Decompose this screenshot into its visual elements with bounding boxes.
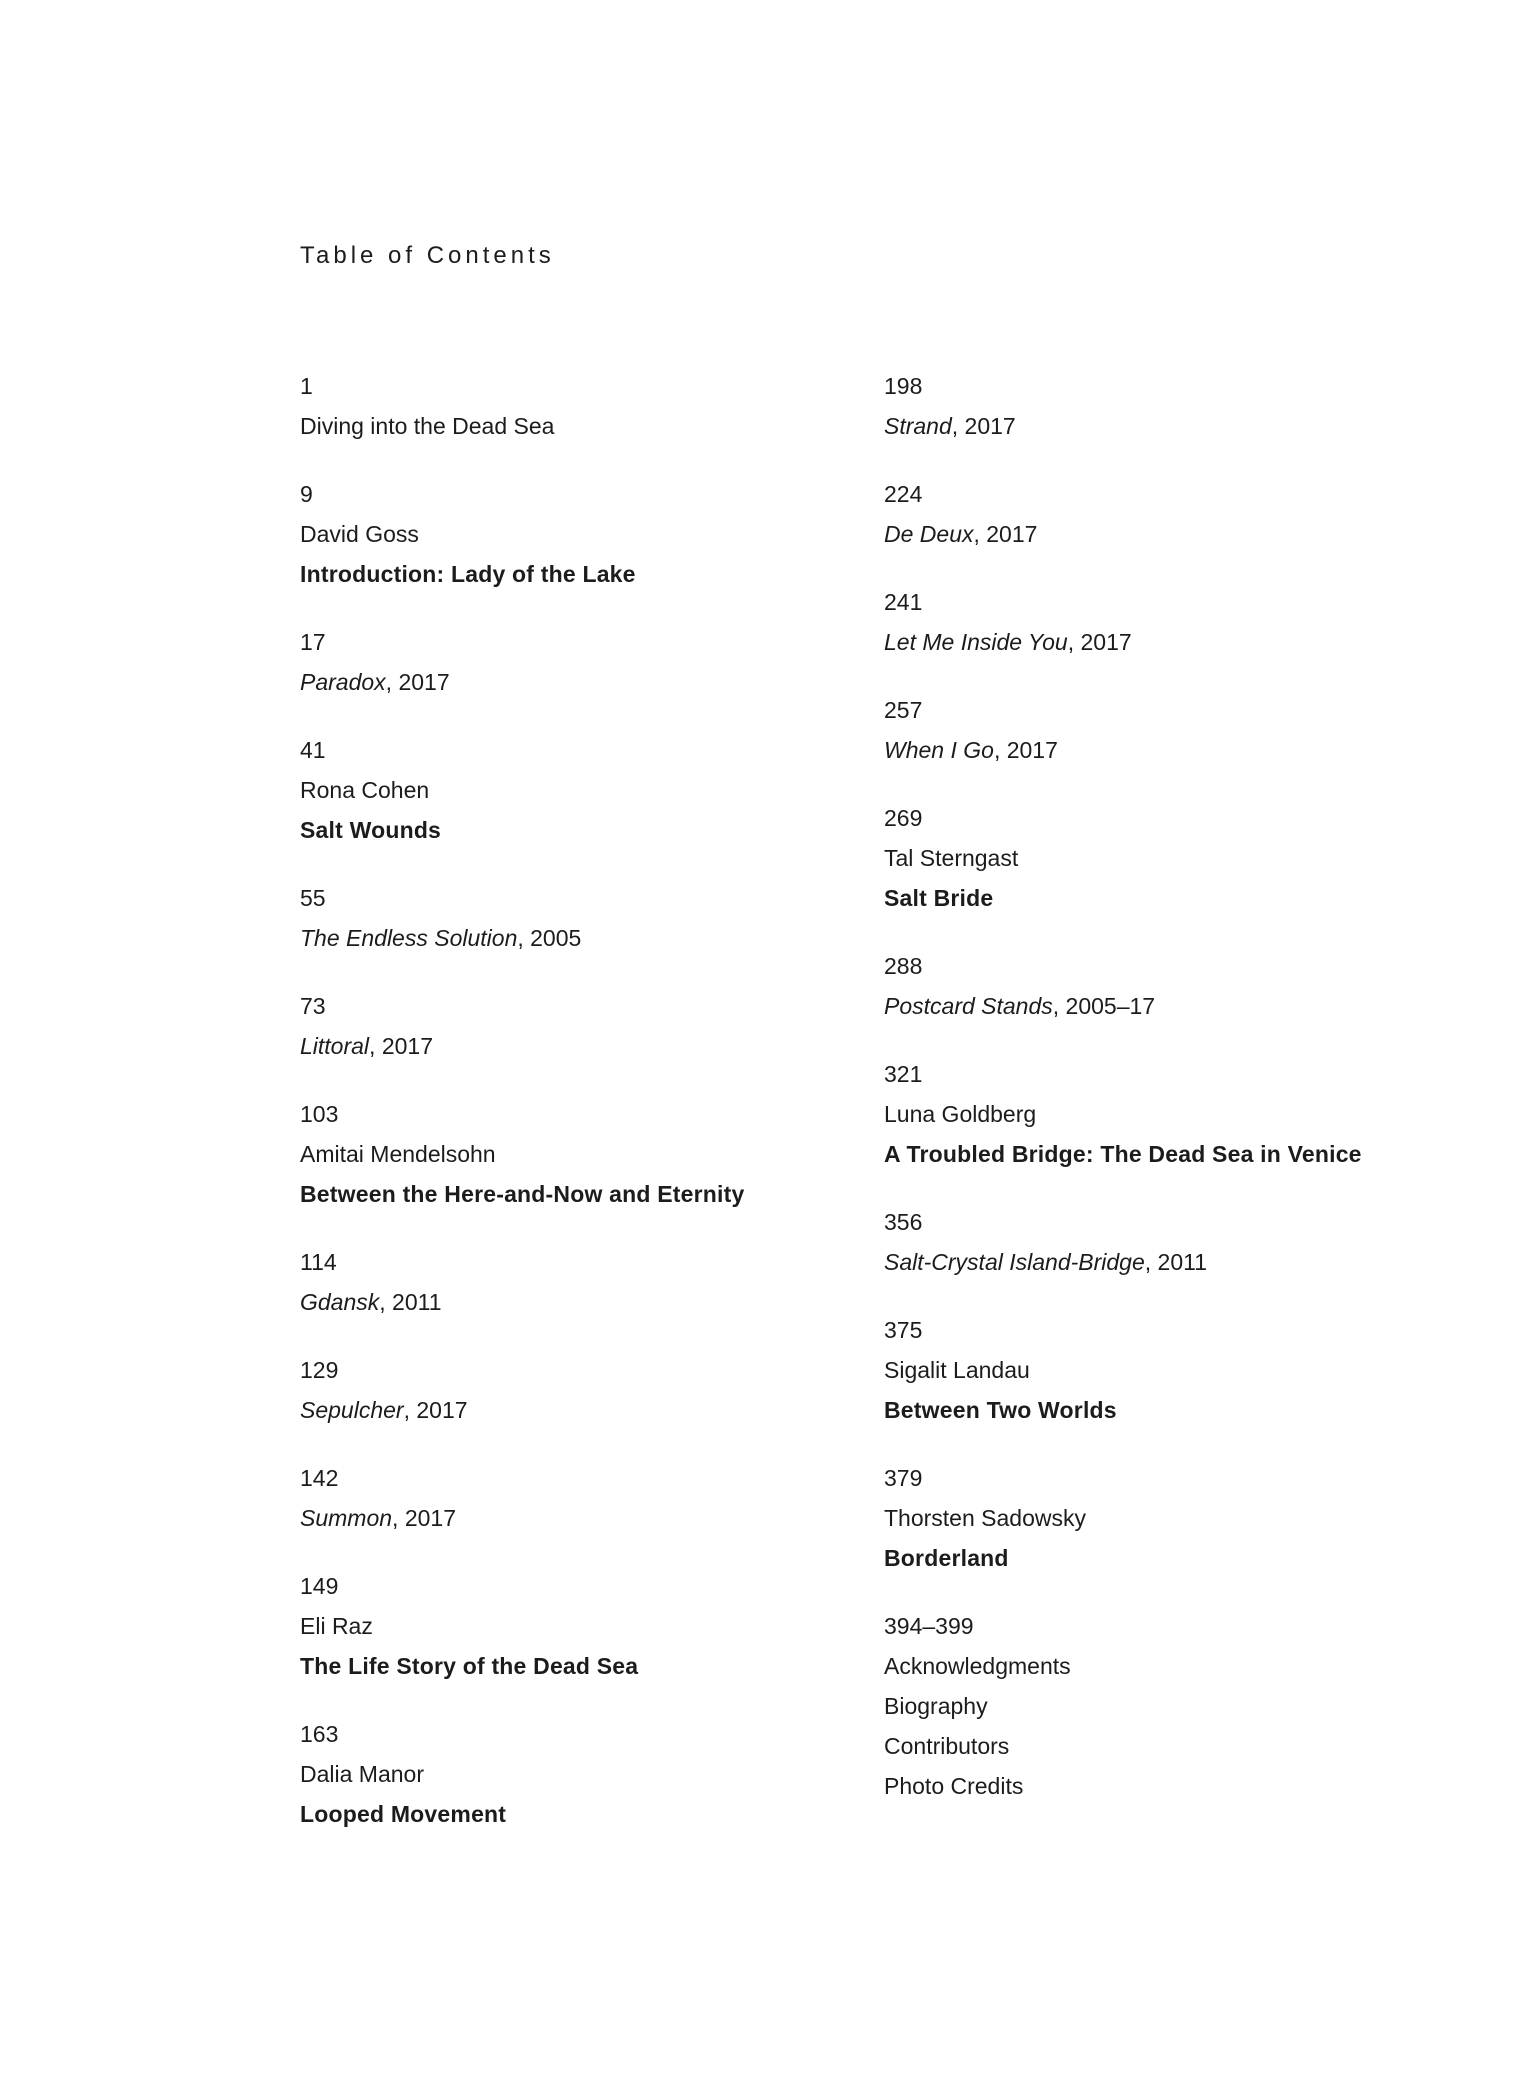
entry-text: Dalia Manor xyxy=(300,1761,424,1787)
entry-page-number: 224 xyxy=(884,481,923,507)
entry-page-number: 394–399 xyxy=(884,1613,974,1639)
work-title-year: , 2017 xyxy=(973,521,1038,547)
entry-page-number: 9 xyxy=(300,481,313,507)
work-title-year: , 2017 xyxy=(403,1397,468,1423)
entry-work-title xyxy=(884,406,1444,446)
toc-entry xyxy=(884,1458,1444,1578)
work-title-italic: The Endless Solution xyxy=(300,925,518,951)
toc-entry xyxy=(300,1458,860,1538)
toc-entry xyxy=(300,986,860,1066)
entry-title: A Troubled Bridge: The Dead Sea in Venice xyxy=(884,1141,1362,1167)
toc-entry xyxy=(884,474,1444,554)
entry-page-number: 114 xyxy=(300,1249,337,1275)
work-title-italic: De Deux xyxy=(884,521,974,547)
entry-page-number: 41 xyxy=(300,737,326,763)
toc-entry xyxy=(884,690,1444,770)
entry-text: Tal Sterngast xyxy=(884,845,1019,871)
entry-work-title xyxy=(884,622,1444,662)
toc-entry xyxy=(300,730,860,850)
entry-text: Thorsten Sadowsky xyxy=(884,1505,1086,1531)
entry-page-number: 1 xyxy=(300,373,313,399)
work-title-year: , 2005 xyxy=(517,925,582,951)
entry-text: Luna Goldberg xyxy=(884,1101,1037,1127)
entry-title: Between the Here-and-Now and Eternity xyxy=(300,1181,745,1207)
page-title: Table of Contents xyxy=(300,242,555,269)
work-title-italic: Paradox xyxy=(300,669,386,695)
entry-page-number: 17 xyxy=(300,629,326,655)
entry-page-number: 163 xyxy=(300,1721,339,1747)
entry-title: Looped Movement xyxy=(300,1801,507,1827)
entry-page-number: 288 xyxy=(884,953,923,979)
entry-text: Rona Cohen xyxy=(300,777,430,803)
work-title-year: , 2017 xyxy=(385,669,450,695)
work-title-year: , 2017 xyxy=(993,737,1058,763)
entry-page-number: 379 xyxy=(884,1465,923,1491)
toc-entry xyxy=(300,1350,860,1430)
work-title-italic: Sepulcher xyxy=(300,1397,404,1423)
entry-work-title xyxy=(884,730,1444,770)
entry-page-number: 103 xyxy=(300,1101,339,1127)
entry-page-number: 356 xyxy=(884,1209,923,1235)
work-title-italic: Gdansk xyxy=(300,1289,380,1315)
entry-title: Introduction: Lady of the Lake xyxy=(300,561,636,587)
entry-page-number: 55 xyxy=(300,885,326,911)
entry-page-number: 73 xyxy=(300,993,326,1019)
toc-entry xyxy=(884,1202,1444,1282)
entry-work-title xyxy=(300,1390,860,1430)
toc-entry xyxy=(884,366,1444,446)
entry-page-number: 321 xyxy=(884,1061,923,1087)
toc-column-right xyxy=(884,366,1444,1834)
entry-page-number: 257 xyxy=(884,697,923,723)
toc-column-left xyxy=(300,366,860,1862)
toc-entry xyxy=(884,582,1444,662)
toc-entry xyxy=(884,946,1444,1026)
entry-text: Acknowledgments xyxy=(884,1653,1071,1679)
entry-page-number: 375 xyxy=(884,1317,923,1343)
toc-entry xyxy=(300,474,860,594)
entry-title: The Life Story of the Dead Sea xyxy=(300,1653,639,1679)
toc-entry xyxy=(884,1310,1444,1430)
entry-text: Amitai Mendelsohn xyxy=(300,1141,496,1167)
entry-page-number: 149 xyxy=(300,1573,339,1599)
work-title-italic: Salt-Crystal Island-Bridge xyxy=(884,1249,1145,1275)
entry-work-title xyxy=(300,1498,860,1538)
entry-work-title xyxy=(300,662,860,702)
work-title-italic: When I Go xyxy=(884,737,994,763)
work-title-year: , 2005–17 xyxy=(1052,993,1156,1019)
entry-work-title xyxy=(884,986,1444,1026)
entry-page-number: 129 xyxy=(300,1357,339,1383)
entry-text: Contributors xyxy=(884,1733,1010,1759)
toc-entry xyxy=(300,1094,860,1214)
entry-text: Eli Raz xyxy=(300,1613,373,1639)
toc-entry xyxy=(884,798,1444,918)
entry-work-title xyxy=(300,1282,860,1322)
work-title-year: , 2017 xyxy=(1067,629,1132,655)
entry-text: David Goss xyxy=(300,521,419,547)
work-title-year: , 2011 xyxy=(379,1289,442,1315)
entry-title: Borderland xyxy=(884,1545,1009,1571)
toc-entry xyxy=(884,1054,1444,1174)
work-title-italic: Strand xyxy=(884,413,952,439)
entry-title: Salt Wounds xyxy=(300,817,442,843)
entry-title: Between Two Worlds xyxy=(884,1397,1117,1423)
work-title-year: , 2011 xyxy=(1144,1249,1208,1275)
toc-entry xyxy=(300,1566,860,1686)
work-title-italic: Littoral xyxy=(300,1033,370,1059)
toc-entry xyxy=(300,878,860,958)
entry-page-number: 269 xyxy=(884,805,923,831)
entry-page-number: 198 xyxy=(884,373,923,399)
work-title-italic: Postcard Stands xyxy=(884,993,1053,1019)
entry-text: Photo Credits xyxy=(884,1773,1024,1799)
toc-entry xyxy=(300,1242,860,1322)
work-title-year: , 2017 xyxy=(951,413,1016,439)
entry-work-title xyxy=(884,1242,1444,1282)
work-title-italic: Let Me Inside You xyxy=(884,629,1068,655)
entry-page-number: 241 xyxy=(884,589,923,615)
toc-entry xyxy=(884,1606,1444,1806)
toc-entry xyxy=(300,366,860,446)
entry-text: Biography xyxy=(884,1693,988,1719)
work-title-italic: Summon xyxy=(300,1505,393,1531)
toc-entry xyxy=(300,1714,860,1834)
entry-work-title xyxy=(300,918,860,958)
work-title-year: , 2017 xyxy=(392,1505,456,1531)
toc-entry xyxy=(300,622,860,702)
entry-text: Sigalit Landau xyxy=(884,1357,1030,1383)
entry-text: Diving into the Dead Sea xyxy=(300,413,555,439)
entry-page-number: 142 xyxy=(300,1465,339,1491)
work-title-year: , 2017 xyxy=(369,1033,433,1059)
entry-work-title xyxy=(300,1026,860,1066)
entry-title: Salt Bride xyxy=(884,885,994,911)
entry-work-title xyxy=(884,514,1444,554)
